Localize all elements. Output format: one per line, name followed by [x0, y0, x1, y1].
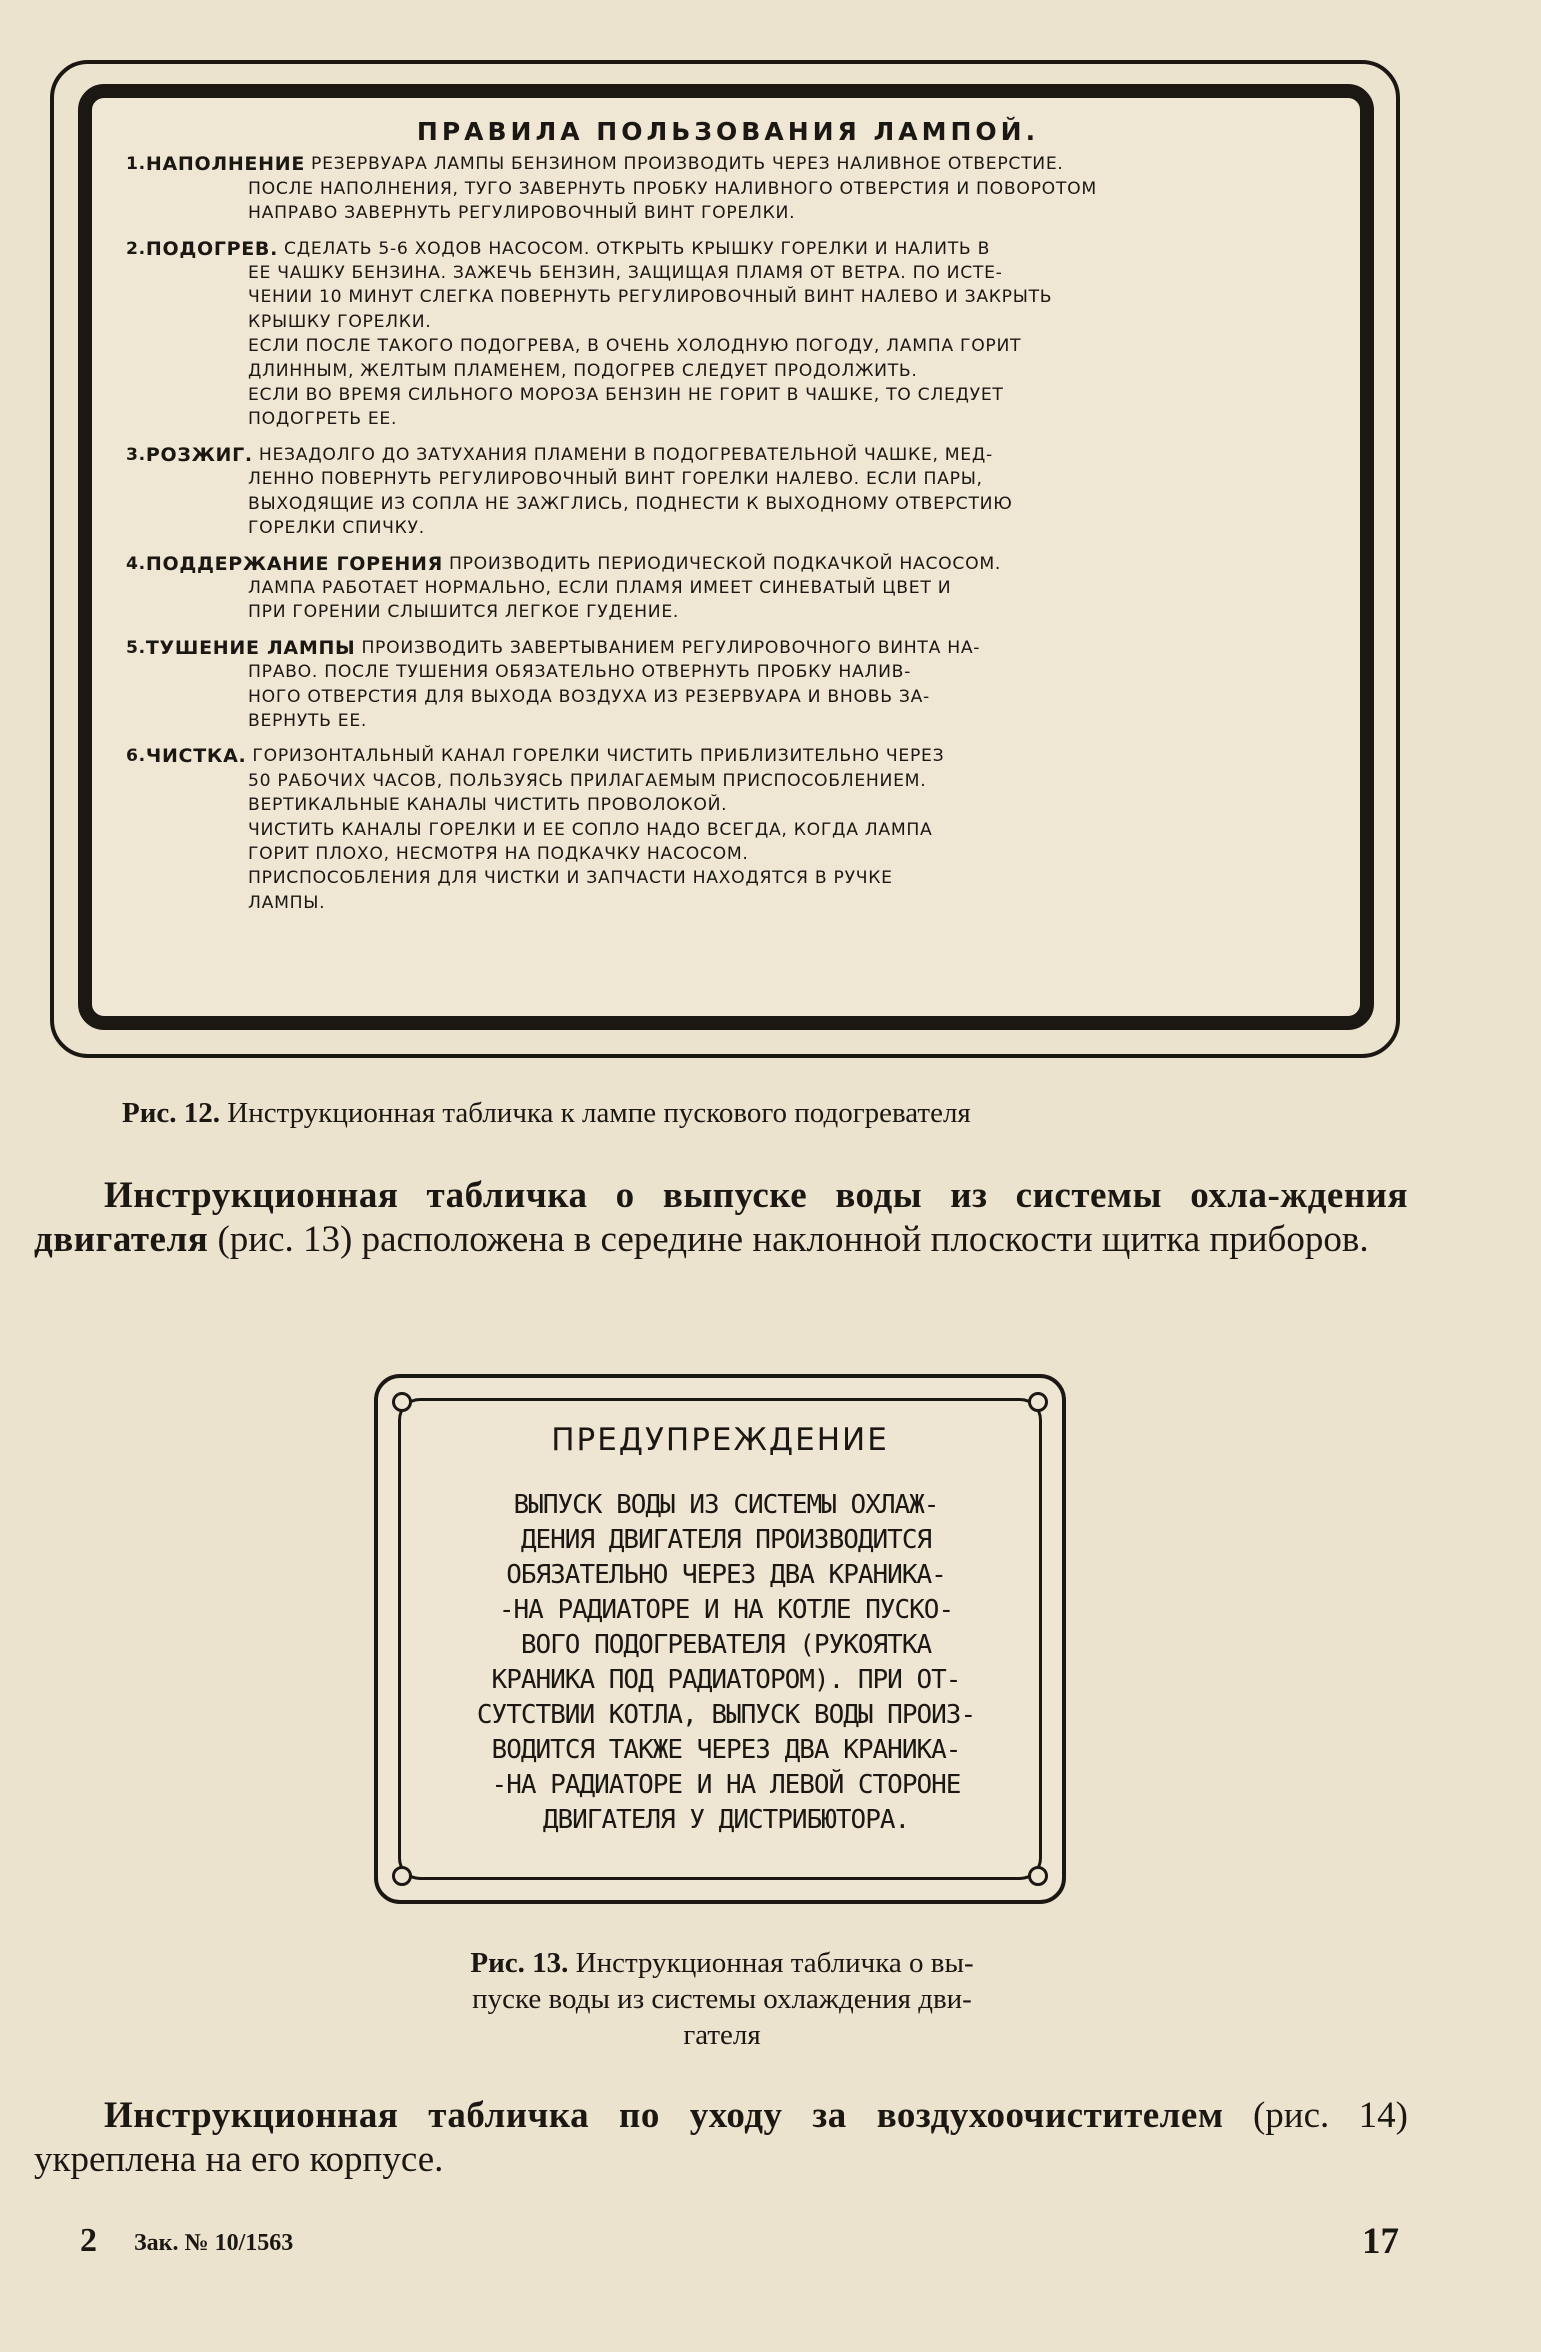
paragraph-text: (рис. 13) расположена в середине наклонной плоскости щитка приборов. — [208, 1219, 1369, 1260]
rule-heading: ПОДОГРЕВ. — [145, 237, 279, 260]
figure-12-caption — [122, 1094, 1372, 1132]
warning-plate — [374, 1374, 1066, 1904]
rule-line: НОГО ОТВЕРСТИЯ ДЛЯ ВЫХОДА ВОЗДУХА ИЗ РЕЗЕРВУАРА И ВНОВЬ ЗА- — [248, 686, 930, 707]
rule-number: 6. — [126, 746, 146, 767]
lamp-plate-title: ПРАВИЛА ПОЛЬЗОВАНИЯ ЛАМПОЙ. — [416, 117, 1040, 146]
warning-line: ДЕНИЯ ДВИГАТЕЛЯ ПРОИЗВОДИТСЯ — [520, 1525, 932, 1555]
rule-line: ВЕРНУТЬ ЕЕ. — [248, 710, 368, 731]
rule-line: ПОСЛЕ НАПОЛНЕНИЯ, ТУГО ЗАВЕРНУТЬ ПРОБКУ НАЛИВНОГО ОТВЕРСТИЯ И ПОВОРОТОМ — [248, 178, 1097, 199]
rule-line: ВЫХОДЯЩИЕ ИЗ СОПЛА НЕ ЗАЖГЛИСЬ, ПОДНЕСТИ К ВЫХОДНОМУ ОТВЕРСТИЮ — [248, 493, 1013, 514]
paragraph-text: (рис. 14) укреплена на его корпусе. — [34, 2095, 1408, 2180]
rule-number: 2. — [126, 238, 146, 259]
rule-first-line: ГОРИЗОНТАЛЬНЫЙ КАНАЛ ГОРЕЛКИ ЧИСТИТЬ ПРИБЛИЗИТЕЛЬНО ЧЕРЕЗ — [252, 746, 945, 767]
warning-line: КРАНИКА ПОД РАДИАТОРОМ). ПРИ ОТ- — [491, 1665, 961, 1695]
warning-text — [444, 1488, 1008, 1838]
rule-line: ЕЕ ЧАШКУ БЕНЗИНА. ЗАЖЕЧЬ БЕНЗИН, ЗАЩИЩАЯ ПЛАМЯ ОТ ВЕТРА. ПО ИСТЕ- — [248, 263, 1003, 284]
lamp-instruction-plate — [78, 84, 1374, 1030]
rule-number: 4. — [126, 553, 146, 574]
warning-line: -НА РАДИАТОРЕ И НА ЛЕВОЙ СТОРОНЕ — [491, 1770, 961, 1800]
rule-line: ГОРЕЛКИ СПИЧКУ. — [248, 518, 425, 539]
rule-heading: ЧИСТКА. — [145, 745, 247, 768]
figure-caption-line: Инструкционная табличка о вы- — [575, 1947, 974, 1979]
screw-hole-icon — [1028, 1392, 1048, 1412]
warning-line: СУТСТВИИ КОТЛА, ВЫПУСК ВОДЫ ПРОИЗ- — [476, 1700, 976, 1730]
rule-heading: ПОДДЕРЖАНИЕ ГОРЕНИЯ — [145, 552, 443, 575]
rule-line: 50 РАБОЧИХ ЧАСОВ, ПОЛЬЗУЯСЬ ПРИЛАГАЕМЫМ ПРИСПОСОБЛЕНИЕМ. — [248, 770, 927, 791]
rule-heading: ТУШЕНИЕ ЛАМПЫ — [145, 636, 356, 659]
rule-line: ЧЕНИИ 10 МИНУТ СЛЕГКА ПОВЕРНУТЬ РЕГУЛИРОВОЧНЫЙ ВИНТ НАЛЕВО И ЗАКРЫТЬ — [248, 287, 1053, 308]
paragraph-bold-lead: Инструкционная табличка по уходу за воздухоочистителем — [104, 2095, 1224, 2136]
rule-2 — [126, 237, 1330, 432]
figure-caption-line: пуске воды из системы охлаждения дви- — [472, 1983, 972, 2015]
warning-line: ВОДИТСЯ ТАКЖЕ ЧЕРЕЗ ДВА КРАНИКА- — [491, 1735, 961, 1765]
warning-line: -НА РАДИАТОРЕ И НА КОТЛЕ ПУСКО- — [498, 1595, 954, 1625]
screw-hole-icon — [1028, 1866, 1048, 1886]
rule-4 — [126, 552, 1330, 625]
figure-label: Рис. 13. — [470, 1947, 569, 1979]
rule-line: ПОДОГРЕТЬ ЕЕ. — [248, 409, 398, 430]
rule-first-line: ПРОИЗВОДИТЬ ЗАВЕРТЫВАНИЕМ РЕГУЛИРОВОЧНОГО ВИНТА НА- — [361, 637, 981, 658]
signature-mark: 2 — [80, 2222, 97, 2259]
rule-first-line: ПРОИЗВОДИТЬ ПЕРИОДИЧЕСКОЙ ПОДКАЧКОЙ НАСОСОМ. — [448, 553, 1002, 574]
rule-6 — [126, 744, 1330, 915]
rule-line: ПРИ ГОРЕНИИ СЛЫШИТСЯ ЛЕГКОЕ ГУДЕНИЕ. — [248, 602, 680, 623]
figure-label: Рис. 12. — [122, 1097, 221, 1129]
rule-heading: НАПОЛНЕНИЕ — [145, 153, 305, 176]
rule-line: ЧИСТИТЬ КАНАЛЫ ГОРЕЛКИ И ЕЕ СОПЛО НАДО ВСЕГДА, КОГДА ЛАМПА — [248, 819, 933, 840]
screw-hole-icon — [392, 1392, 412, 1412]
warning-title: ПРЕДУПРЕЖДЕНИЕ — [551, 1422, 889, 1458]
printing-order-number: Зак. № 10/1563 — [134, 2230, 294, 2256]
paragraph-bold-lead: Инструкционная табличка о выпуске воды из системы охла-ждения двигателя — [34, 1175, 1408, 1260]
warning-line: ВОГО ПОДОГРЕВАТЕЛЯ (РУКОЯТКА — [520, 1630, 932, 1660]
rule-line: ПРИСПОСОБЛЕНИЯ ДЛЯ ЧИСТКИ И ЗАПЧАСТИ НАХОДЯТСЯ В РУЧКЕ — [248, 868, 893, 889]
rule-first-line: СДЕЛАТЬ 5-6 ХОДОВ НАСОСОМ. ОТКРЫТЬ КРЫШКУ ГОРЕЛКИ И НАЛИТЬ В — [284, 238, 991, 259]
rule-number: 5. — [126, 637, 146, 658]
rule-line: КРЫШКУ ГОРЕЛКИ. — [248, 311, 432, 332]
rule-5 — [126, 636, 1330, 734]
rule-line: ДЛИННЫМ, ЖЕЛТЫМ ПЛАМЕНЕМ, ПОДОГРЕВ СЛЕДУЕТ ПРОДОЛЖИТЬ. — [248, 360, 918, 381]
rule-line: ЛЕННО ПОВЕРНУТЬ РЕГУЛИРОВОЧНЫЙ ВИНТ ГОРЕЛКИ НАЛЕВО. ЕСЛИ ПАРЫ, — [248, 469, 983, 490]
paragraph-cooling-plate — [34, 1174, 1408, 1262]
rule-heading: РОЗЖИГ. — [145, 443, 253, 466]
rule-line: ГОРИТ ПЛОХО, НЕСМОТРЯ НА ПОДКАЧКУ НАСОСОМ. — [248, 843, 749, 864]
warning-line: ВЫПУСК ВОДЫ ИЗ СИСТЕМЫ ОХЛАЖ- — [513, 1490, 939, 1520]
rule-3 — [126, 443, 1330, 541]
figure-13-caption — [372, 1945, 1072, 2053]
rule-number: 3. — [126, 444, 146, 465]
figure-caption-text: Инструкционная табличка к лампе пускового подогревателя — [227, 1097, 971, 1129]
paragraph-air-cleaner-plate — [34, 2094, 1408, 2182]
page-number: 17 — [1362, 2221, 1399, 2262]
rule-line: ПРАВО. ПОСЛЕ ТУШЕНИЯ ОБЯЗАТЕЛЬНО ОТВЕРНУТЬ ПРОБКУ НАЛИВ- — [248, 662, 912, 683]
rule-line: ЛАМПА РАБОТАЕТ НОРМАЛЬНО, ЕСЛИ ПЛАМЯ ИМЕЕТ СИНЕВАТЫЙ ЦВЕТ И — [248, 577, 952, 598]
rule-line: ЕСЛИ ПОСЛЕ ТАКОГО ПОДОГРЕВА, В ОЧЕНЬ ХОЛОДНУЮ ПОГОДУ, ЛАМПА ГОРИТ — [248, 336, 1022, 357]
rule-line: ВЕРТИКАЛЬНЫЕ КАНАЛЫ ЧИСТИТЬ ПРОВОЛОКОЙ. — [248, 795, 728, 816]
rule-line: ЕСЛИ ВО ВРЕМЯ СИЛЬНОГО МОРОЗА БЕНЗИН НЕ ГОРИТ В ЧАШКЕ, ТО СЛЕДУЕТ — [248, 385, 1004, 406]
screw-hole-icon — [392, 1866, 412, 1886]
rule-first-line: РЕЗЕРВУАРА ЛАМПЫ БЕНЗИНОМ ПРОИЗВОДИТЬ ЧЕРЕЗ НАЛИВНОЕ ОТВЕРСТИЕ. — [311, 154, 1064, 175]
rule-first-line: НЕЗАДОЛГО ДО ЗАТУХАНИЯ ПЛАМЕНИ В ПОДОГРЕВАТЕЛЬНОЙ ЧАШКЕ, МЕД- — [258, 444, 993, 465]
rule-line: НАПРАВО ЗАВЕРНУТЬ РЕГУЛИРОВОЧНЫЙ ВИНТ ГОРЕЛКИ. — [248, 203, 796, 224]
rule-line: ЛАМПЫ. — [248, 892, 326, 913]
rule-number: 1. — [126, 154, 146, 175]
warning-line: ОБЯЗАТЕЛЬНО ЧЕРЕЗ ДВА КРАНИКА- — [506, 1560, 946, 1590]
figure-caption-line: гателя — [683, 2019, 761, 2051]
rule-1 — [126, 152, 1330, 225]
warning-line: ДВИГАТЕЛЯ У ДИСТРИБЮТОРА. — [542, 1805, 910, 1835]
